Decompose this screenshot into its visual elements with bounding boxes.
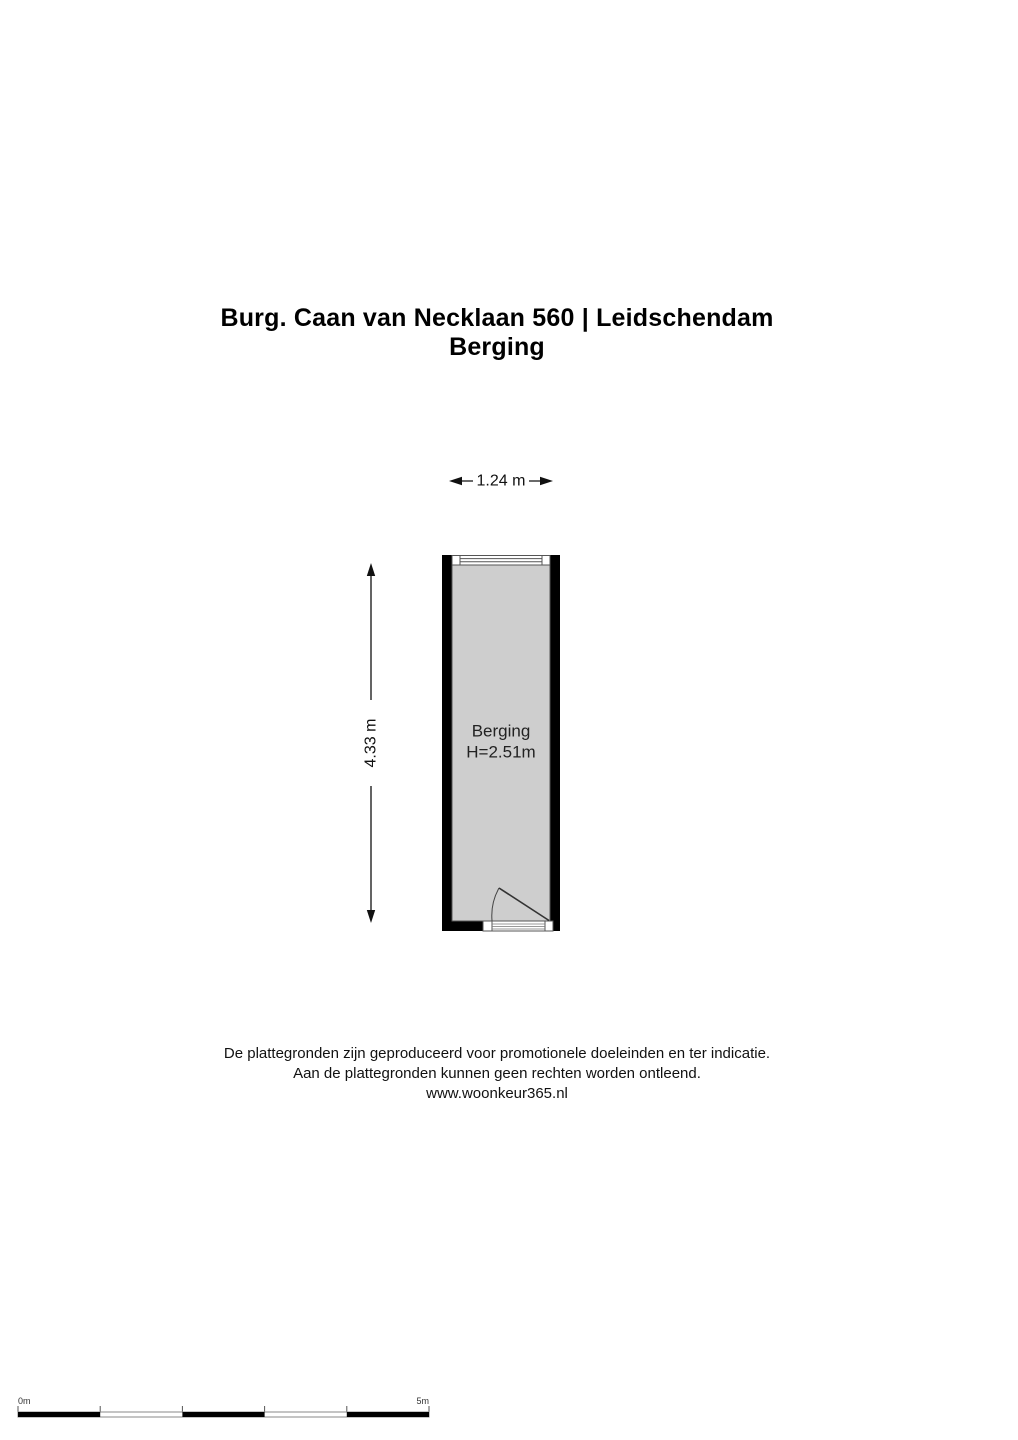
room-name-label: Berging (471, 721, 531, 741)
window-frame (452, 556, 550, 566)
disclaimer-website: www.woonkeur365.nl (426, 1085, 568, 1102)
width-dimension-label: 1.24 m (476, 472, 526, 490)
arrow-up-icon (367, 563, 375, 576)
title-room: Berging (449, 333, 545, 361)
scale-bar-segment (347, 1412, 429, 1417)
scale-end-label: 5m (416, 1396, 429, 1406)
disclaimer-line-1: De plattegronden zijn geproduceerd voor promotionele doeleinden en ter indicatie. (223, 1045, 771, 1062)
scale-bar (18, 1396, 429, 1417)
scale-bar-segment (182, 1412, 264, 1417)
arrow-left-icon (449, 477, 462, 485)
scale-start-label: 0m (18, 1396, 31, 1406)
disclaimer-line-2: Aan de plattegronden kunnen geen rechten worden ontleend. (293, 1065, 701, 1082)
disclaimer (0, 1044, 994, 1104)
arrow-right-icon (540, 477, 553, 485)
room-berging (442, 555, 560, 931)
dimension-vertical (363, 563, 380, 923)
window-icon (452, 556, 550, 566)
scale-bar-segment (18, 1412, 100, 1417)
arrow-down-icon (367, 910, 375, 923)
door-threshold-frame (483, 921, 553, 931)
title-address: Burg. Caan van Necklaan 560 | Leidschendam (220, 304, 774, 332)
dimension-horizontal (449, 473, 553, 490)
height-dimension-label: 4.33 m (362, 718, 380, 768)
room-ceiling-height-label: H=2.51m (466, 742, 536, 762)
